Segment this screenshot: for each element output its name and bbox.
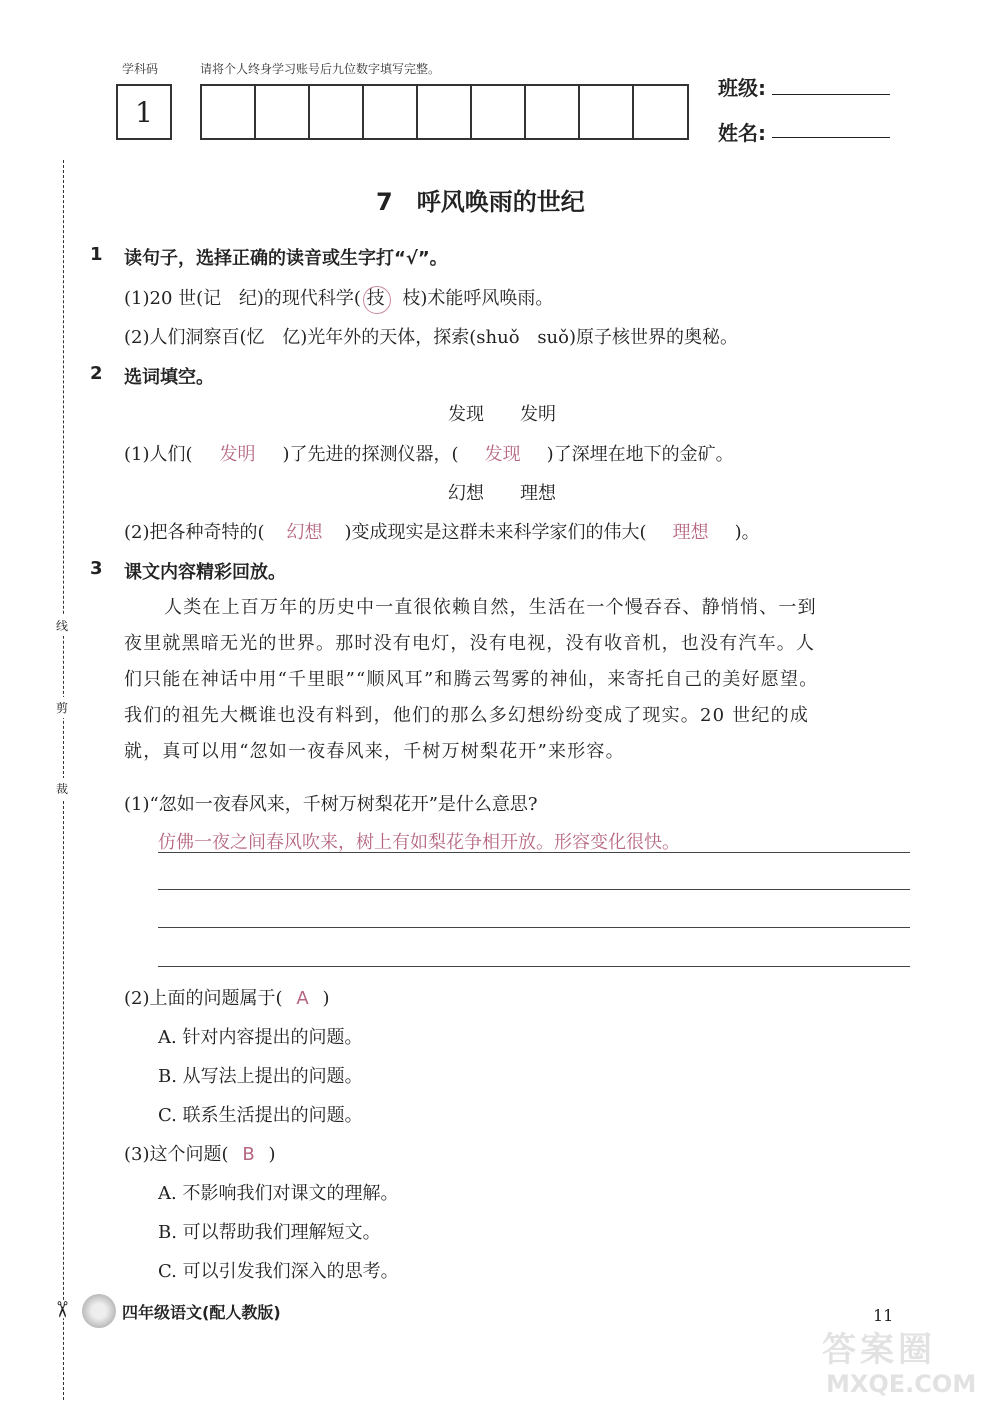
passage-line: 就，真可以用“忽如一夜春风来，千树万树梨花开”来形容。 xyxy=(124,741,625,762)
footer-decoration-icon xyxy=(82,1294,116,1328)
q3-sub3-option-c: C. 可以引发我们深入的思考。 xyxy=(158,1261,399,1282)
q3-sub3-part-b: ) xyxy=(268,1144,276,1165)
name-label: 姓名: xyxy=(718,121,766,145)
q3-sub1-question: (1)“忽如一夜春风来，千树万树梨花开”是什么意思? xyxy=(124,794,538,815)
q3-sub2-option-c: C. 联系生活提出的问题。 xyxy=(158,1105,363,1126)
passage-line: 我们的祖先大概谁也没有料到，他们的那么多幻想纷纷变成了现实。20 世纪的成 xyxy=(124,705,810,726)
account-digit-divider xyxy=(416,84,418,140)
q3-sub2-option-a: A. 针对内容提出的问题。 xyxy=(158,1027,363,1048)
watermark-text: 答案圈 xyxy=(822,1330,936,1370)
q3-number: 3 xyxy=(90,558,103,579)
q2-s1-part-c: )了深埋在地下的金矿。 xyxy=(546,444,734,465)
class-field[interactable] xyxy=(772,94,890,95)
q1-sentence-2 xyxy=(124,323,738,349)
account-digit-divider xyxy=(470,84,472,140)
q2-s2-answer-2: 理想 xyxy=(672,522,709,543)
q3-sub2-question xyxy=(124,984,330,1010)
q2-s1-part-b: )了先进的探测仪器，( xyxy=(282,444,459,465)
q1-s1-part-b: 纪)的现代科学( xyxy=(238,288,361,309)
q2-s1-answer-2: 发现 xyxy=(484,444,521,465)
q3-sub2-part-a: (2)上面的问题属于( xyxy=(124,988,283,1009)
class-label: 班级: xyxy=(718,76,766,100)
q3-sub3-option-b: B. 可以帮助我们理解短文。 xyxy=(158,1222,381,1243)
q2-prompt: 选词填空。 xyxy=(124,367,214,388)
answer-line xyxy=(158,889,910,890)
q1-s2-part-b: 亿)光年外的天体，探索(shuǒ xyxy=(282,327,520,348)
q3-prompt: 课文内容精彩回放。 xyxy=(124,562,286,583)
q1-s2-part-a: (2)人们洞察百(忆 xyxy=(124,327,265,348)
watermark-url: MXQE.COM xyxy=(826,1370,977,1398)
q2-sentence-2 xyxy=(124,518,760,544)
answer-line xyxy=(158,966,910,967)
q2-s2-part-b: )变成现实是这群未来科学家们的伟大( xyxy=(344,522,647,543)
q1-s1-part-a: (1)20 世(记 xyxy=(124,288,222,309)
passage-line: 人类在上百万年的历史中一直很依赖自然，生活在一个慢吞吞、静悄悄、一到 xyxy=(164,597,817,618)
footer-book-title: 四年级语文(配人教版) xyxy=(122,1303,281,1322)
answer-line xyxy=(158,927,910,928)
page-number: 11 xyxy=(873,1306,894,1325)
q1-prompt: 读句子，选择正确的读音或生字打“√”。 xyxy=(124,248,448,269)
q2-sentence-1 xyxy=(124,440,734,466)
q1-s1-choice-circled xyxy=(367,288,385,309)
account-digit-divider xyxy=(632,84,634,140)
name-field[interactable] xyxy=(772,137,890,138)
passage-line: 夜里就黑暗无光的世界。那时没有电灯，没有电视，没有收音机，也没有汽车。人 xyxy=(124,633,816,654)
q3-sub3-question xyxy=(124,1140,276,1166)
q2-s2-part-a: (2)把各种奇特的( xyxy=(124,522,265,543)
q3-sub2-part-b: ) xyxy=(322,988,330,1009)
scissors-icon: ✂ xyxy=(48,1300,74,1319)
q3-sub3-option-a: A. 不影响我们对课文的理解。 xyxy=(158,1183,399,1204)
q1-s1-part-d: 枝)术能呼风唤雨。 xyxy=(402,288,554,309)
q3-sub2-answer: A xyxy=(296,988,309,1009)
account-digit-divider xyxy=(308,84,310,140)
q2-s1-part-a: (1)人们( xyxy=(124,444,193,465)
q3-sub2-option-b: B. 从写法上提出的问题。 xyxy=(158,1066,363,1087)
q2-s2-part-c: )。 xyxy=(734,522,760,543)
answer-line xyxy=(158,852,910,853)
q3-sub3-answer: B xyxy=(242,1144,255,1165)
q2-number: 2 xyxy=(90,363,103,384)
account-digit-divider xyxy=(578,84,580,140)
q3-sub3-part-a: (3)这个问题( xyxy=(124,1144,229,1165)
subject-code-box: 1 xyxy=(116,84,172,140)
q2-s1-answer-1: 发明 xyxy=(219,444,256,465)
q2-word-bank-2: 幻想 理想 xyxy=(448,483,556,504)
circle-mark-icon xyxy=(363,286,391,314)
q1-sentence-1 xyxy=(124,284,553,310)
passage-line: 们只能在神话中用“千里眼”“顺风耳”和腾云驾雾的神仙，来寄托自己的美好愿望。 xyxy=(124,669,819,690)
cut-label-line: 线 xyxy=(56,615,68,636)
lesson-title: 7 呼风唤雨的世纪 xyxy=(376,188,585,216)
account-hint: 请将个人终身学习账号后九位数字填写完整。 xyxy=(200,62,441,76)
account-box-frame xyxy=(200,84,689,140)
cut-label-cut: 剪 xyxy=(56,697,68,718)
account-digit-divider xyxy=(524,84,526,140)
q1-number: 1 xyxy=(90,244,103,265)
q2-s2-answer-1: 幻想 xyxy=(286,522,323,543)
q2-word-bank-1: 发现 发明 xyxy=(448,404,556,425)
subject-code-label: 学科码 xyxy=(122,62,159,76)
cut-label-trim: 裁 xyxy=(56,778,68,799)
account-digit-divider xyxy=(254,84,256,140)
q3-sub1-answer: 仿佛一夜之间春风吹来，树上有如梨花争相开放。形容变化很快。 xyxy=(158,832,680,853)
account-digit-divider xyxy=(362,84,364,140)
q1-s2-part-c: suǒ)原子核世界的奥秘。 xyxy=(537,327,739,348)
q3-passage xyxy=(124,590,924,770)
q1-s1-choice-text: 技 xyxy=(366,288,385,309)
